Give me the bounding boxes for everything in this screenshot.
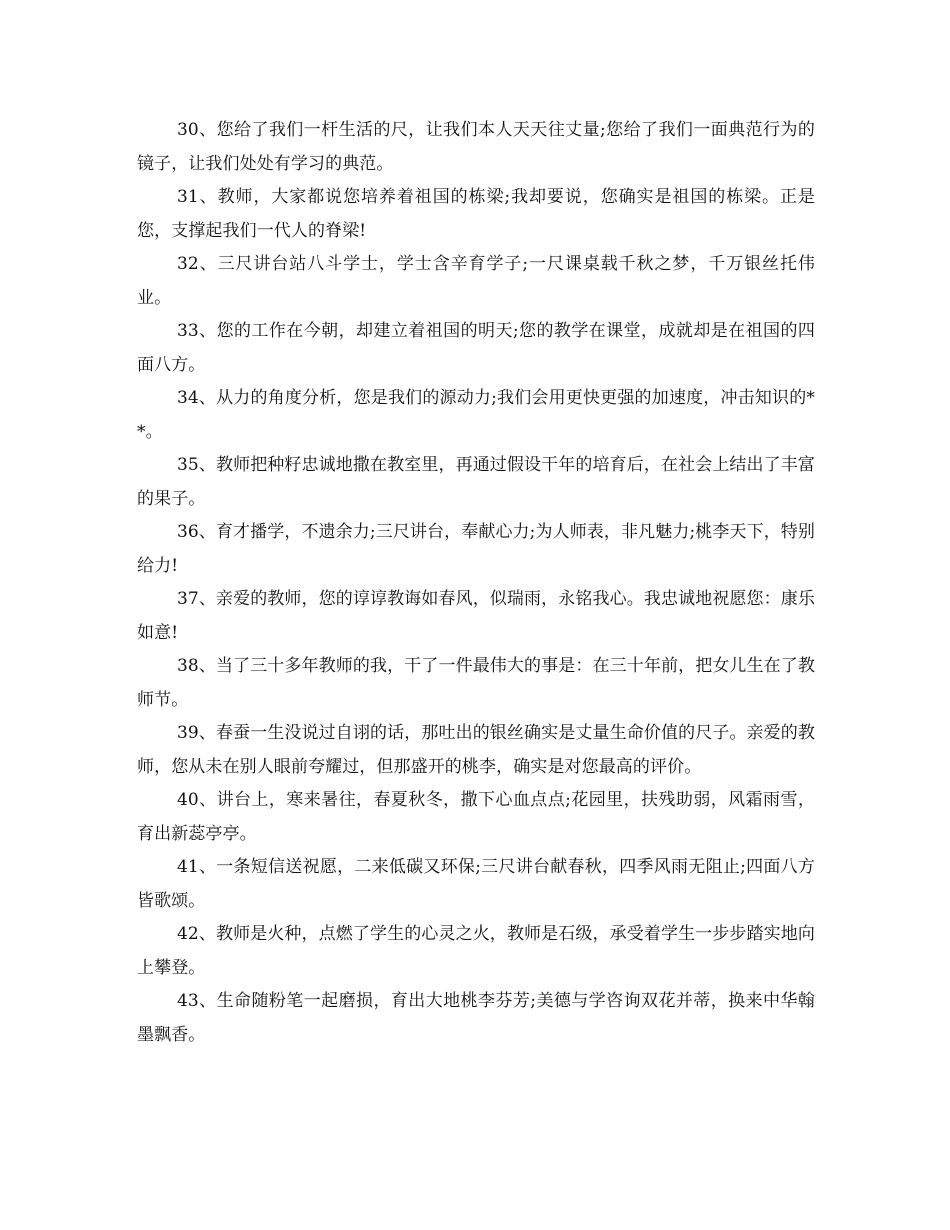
paragraph-36: 36、育才播学，不遗余力;三尺讲台，奉献心力;为人师表，非凡魅力;桃李天下，特别给力!	[137, 522, 815, 576]
paragraph-43: 43、生命随粉笔一起磨损，育出大地桃李芬芳;美德与学咨询双花并蒂，换来中华翰墨飘香。	[137, 991, 815, 1045]
paragraph-39: 39、春蚕一生没说过自诩的话，那吐出的银丝确实是丈量生命价值的尺子。亲爱的教师，您从未在别人眼前夸耀过，但那盛开的桃李，确实是对您最高的评价。	[137, 723, 815, 777]
paragraph-31: 31、教师，大家都说您培养着祖国的栋梁;我却要说，您确实是祖国的栋梁。正是您，支撑起我们一代人的脊梁!	[137, 187, 815, 241]
paragraph-34: 34、从力的角度分析，您是我们的源动力;我们会用更快更强的加速度，冲击知识的**。	[137, 388, 815, 442]
paragraph-32: 32、三尺讲台站八斗学士，学士含辛育学子;一尺课桌载千秋之梦，千万银丝托伟业。	[137, 254, 815, 308]
paragraph-33: 33、您的工作在今朝，却建立着祖国的明天;您的教学在课堂，成就却是在祖国的四面八方。	[137, 321, 815, 375]
paragraph-41: 41、一条短信送祝愿，二来低碳又环保;三尺讲台献春秋，四季风雨无阻止;四面八方皆歌颂。	[137, 857, 815, 911]
paragraph-40: 40、讲台上，寒来暑往，春夏秋冬，撒下心血点点;花园里，扶残助弱，风霜雨雪，育出新蕊亭亭。	[137, 790, 815, 844]
document-body	[137, 114, 815, 1052]
paragraph-30: 30、您给了我们一杆生活的尺，让我们本人天天往丈量;您给了我们一面典范行为的镜子，让我们处处有学习的典范。	[137, 120, 815, 174]
paragraph-42: 42、教师是火种，点燃了学生的心灵之火，教师是石级，承受着学生一步步踏实地向上攀登。	[137, 924, 815, 978]
paragraph-37: 37、亲爱的教师，您的谆谆教诲如春风，似瑞雨，永铭我心。我忠诚地祝愿您：康乐如意!	[137, 589, 815, 643]
paragraph-38: 38、当了三十多年教师的我，干了一件最伟大的事是：在三十年前，把女儿生在了教师节。	[137, 656, 815, 710]
paragraph-35: 35、教师把种籽忠诚地撒在教室里，再通过假设干年的培育后，在社会上结出了丰富的果子。	[137, 455, 815, 509]
